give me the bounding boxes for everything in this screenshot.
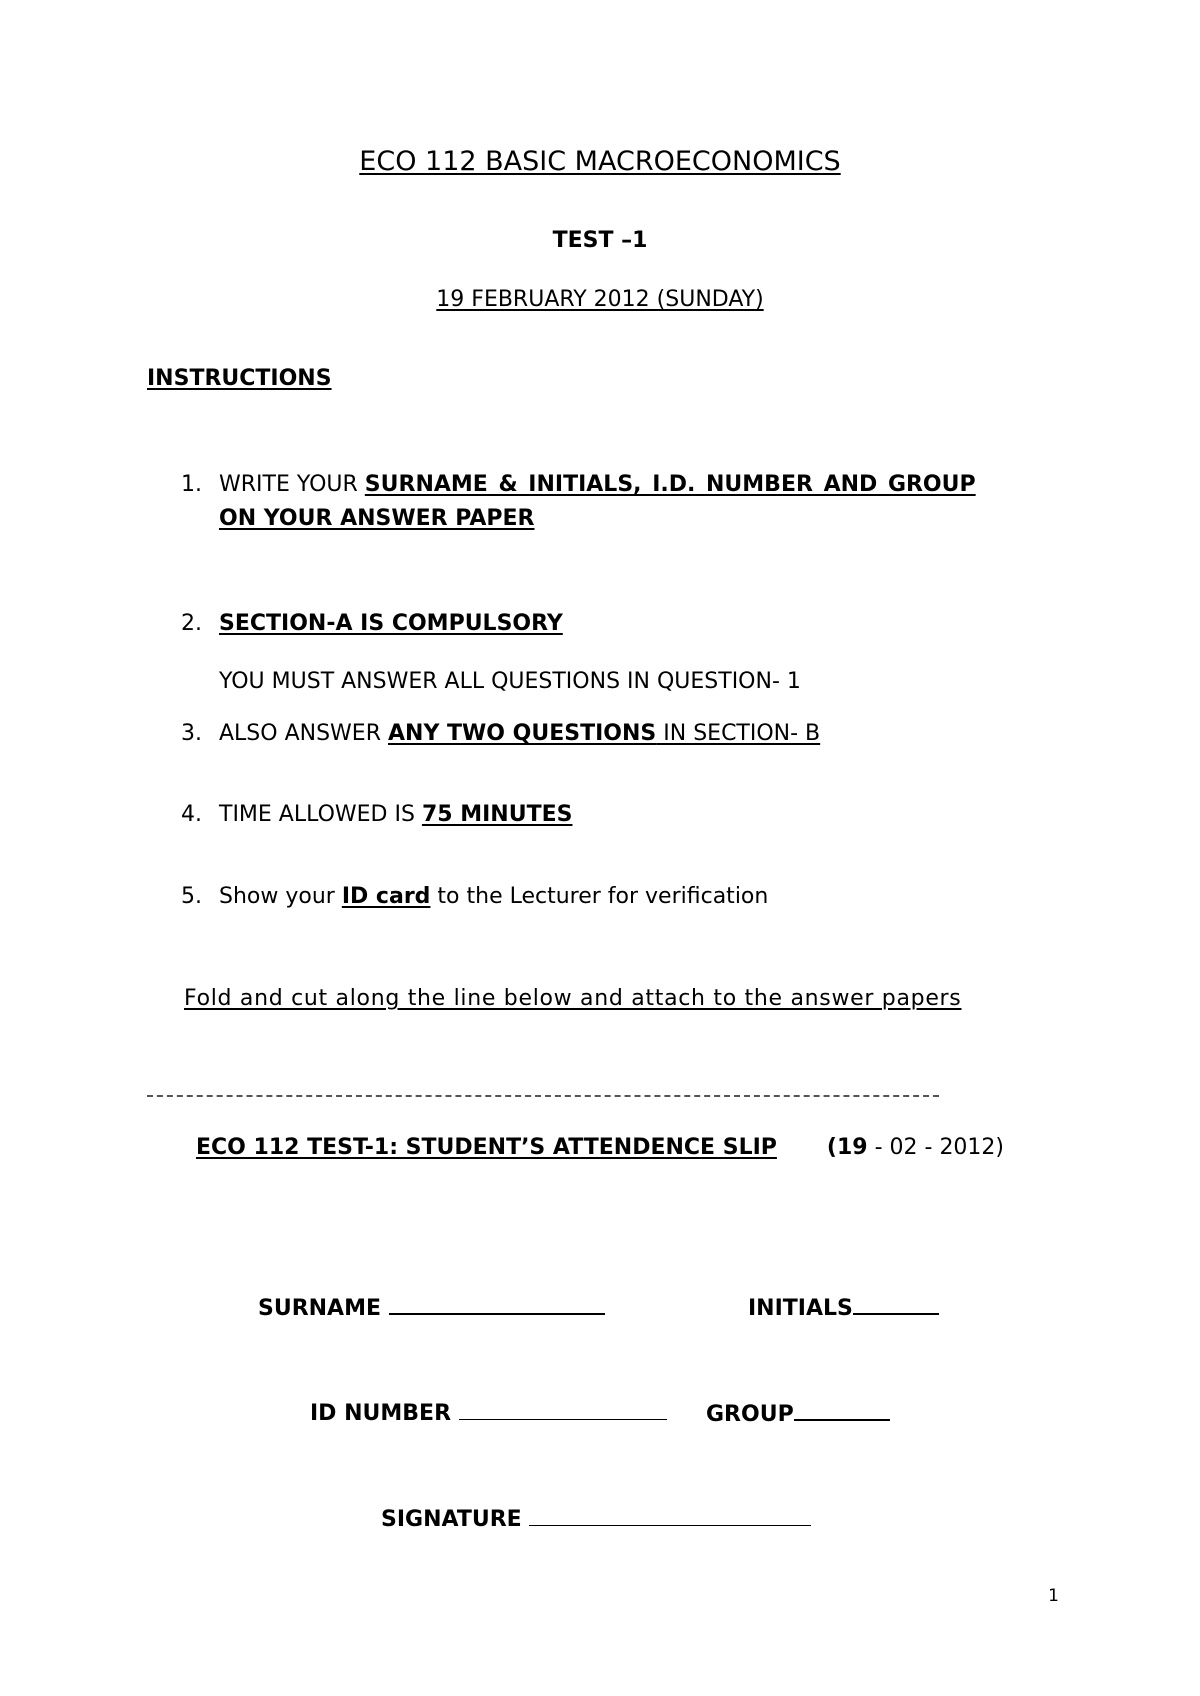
slip-date-rest: - 02 - 2012): [867, 1135, 1005, 1160]
id-number-field[interactable]: [310, 1403, 667, 1425]
item-plain-text-after: to the Lecturer for verification: [430, 884, 769, 909]
item-plain-text: TIME ALLOWED IS: [219, 802, 422, 827]
instructions-heading: INSTRUCTIONS: [147, 366, 332, 391]
item-text: [219, 723, 820, 745]
item-number: 5.: [181, 884, 202, 909]
exam-title: [0, 148, 1200, 175]
item-text: [219, 474, 976, 496]
exam-date-text: 19 FEBRUARY 2012 (SUNDAY): [436, 287, 764, 312]
exam-title-text: ECO 112 BASIC MACROECONOMICS: [359, 146, 841, 177]
item-bold-text-line2: ON YOUR ANSWER PAPER: [219, 506, 535, 531]
item-number: 2.: [181, 611, 202, 636]
group-blank-line[interactable]: [794, 1403, 890, 1421]
test-label: TEST –1: [552, 228, 648, 253]
item-number: 1.: [181, 472, 202, 497]
item-subtext: YOU MUST ANSWER ALL QUESTIONS IN QUESTION- 1: [219, 669, 801, 694]
exam-date: [0, 289, 1200, 311]
surname-blank-line[interactable]: [389, 1297, 605, 1315]
id-number-blank-line[interactable]: [459, 1403, 667, 1420]
group-field[interactable]: [706, 1403, 890, 1426]
signature-label: SIGNATURE: [381, 1507, 522, 1532]
item-plain-text: ALSO ANSWER: [219, 721, 388, 746]
initials-field[interactable]: [748, 1297, 939, 1320]
initials-label: INITIALS: [748, 1296, 853, 1321]
item-bold-text: ID card: [341, 884, 431, 909]
item-plain-text-after: IN SECTION- B: [656, 721, 821, 746]
surname-field[interactable]: [258, 1297, 605, 1320]
item-text: [219, 804, 572, 826]
item-number: 3.: [181, 721, 202, 746]
attendance-slip-title: ECO 112 TEST-1: STUDENT’S ATTENDENCE SLIP: [195, 1135, 777, 1160]
item-number: 4.: [181, 802, 202, 827]
page-number: 1: [1048, 1586, 1059, 1606]
item-plain-text: WRITE YOUR: [219, 472, 365, 497]
initials-blank-line[interactable]: [853, 1297, 939, 1315]
signature-field[interactable]: [381, 1509, 811, 1531]
item-bold-text: SECTION-A IS COMPULSORY: [219, 611, 563, 636]
slip-date-day: (19: [826, 1135, 868, 1160]
item-bold-text: SURNAME & INITIALS, I.D. NUMBER AND GROUP: [364, 472, 976, 497]
surname-label: SURNAME: [258, 1296, 382, 1321]
item-text: [219, 886, 768, 908]
item-plain-text: Show your: [219, 884, 342, 909]
group-label: GROUP: [706, 1402, 794, 1427]
attendance-slip-header: [0, 1137, 1200, 1159]
item-bold-text: ANY TWO QUESTIONS: [388, 721, 657, 746]
id-number-label: ID NUMBER: [310, 1401, 452, 1426]
signature-blank-line[interactable]: [529, 1509, 811, 1526]
fold-cut-note: Fold and cut along the line below and attach to the answer papers: [184, 986, 962, 1011]
item-bold-text: 75 MINUTES: [421, 802, 573, 827]
cut-line-divider: [147, 1095, 939, 1097]
